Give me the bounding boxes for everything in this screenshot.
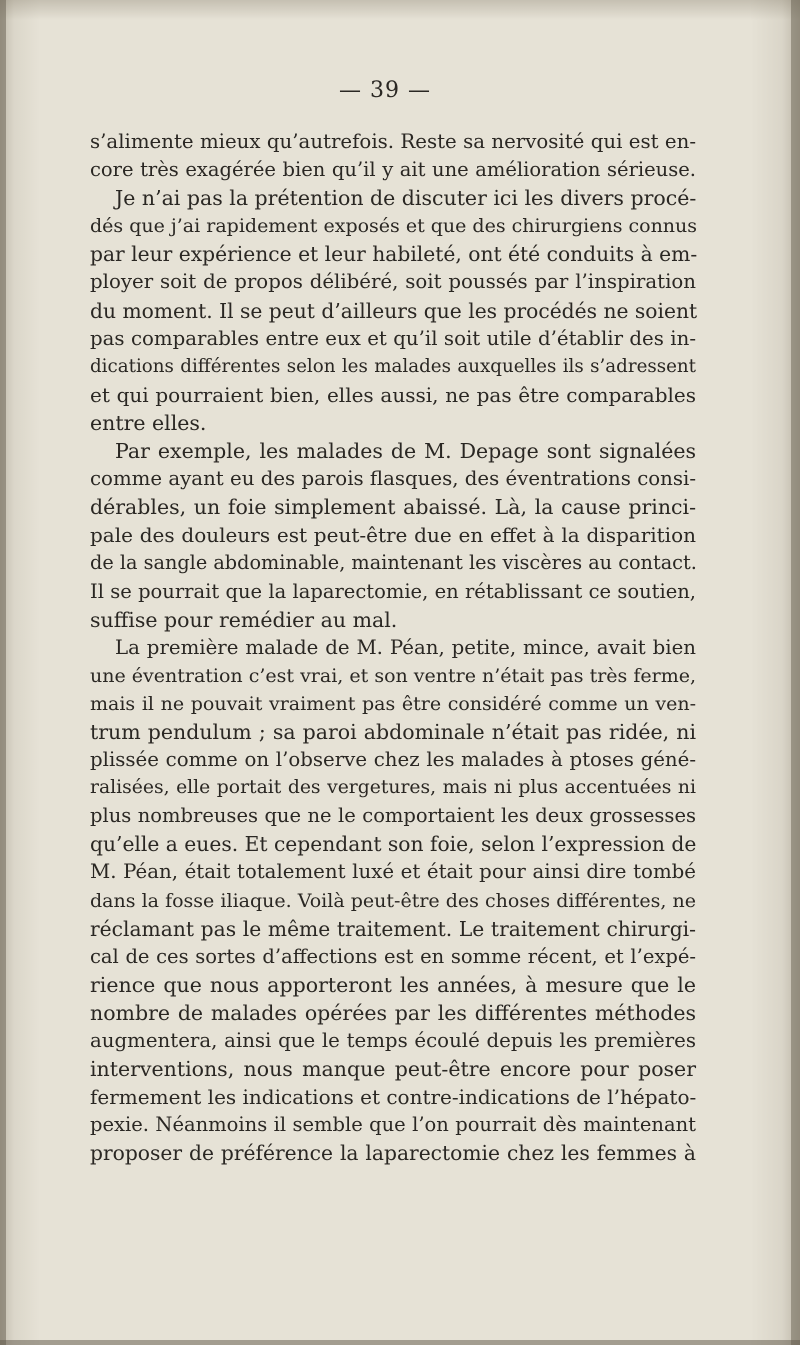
text-line: comme ayant eu des parois flasques, des éventrations consi- — [90, 467, 696, 491]
text-line: core très exagérée bien qu’il y ait une amélioration sérieuse. — [90, 158, 696, 182]
text-line: fermement les indications et contre-indications de l’hépato- — [90, 1085, 697, 1110]
text-line: entre elles. — [90, 410, 207, 435]
text-line: plus nombreuses que ne le comportaient les deux grossesses — [90, 804, 696, 828]
text-line: une éventration c’est vrai, et son ventre n’était pas très ferme, — [90, 664, 696, 687]
page-right-edge — [791, 0, 800, 1345]
text-line: pexie. Néanmoins il semble que l’on pourrait dès maintenant — [90, 1113, 696, 1137]
text-line: dérables, un foie simplement abaissé. Là, la cause princi- — [90, 495, 696, 520]
text-line: interventions, nous manque peut-être encore pour poser — [90, 1057, 696, 1082]
page-left-edge — [0, 0, 6, 1345]
text-line: Je n’ai pas la prétention de discuter ici les divers procé- — [115, 186, 697, 211]
text-line: M. Péan, était totalement luxé et était pour ainsi dire tombé — [90, 860, 696, 884]
text-line: réclamant pas le même traitement. Le traitement chirurgi- — [90, 916, 696, 941]
text-line: proposer de préférence la laparectomie chez les femmes à — [90, 1141, 696, 1166]
text-line: rience que nous apporteront les années, à mesure que le — [90, 972, 696, 997]
text-line: cal de ces sortes d’affections est en somme récent, et l’expé- — [90, 944, 696, 968]
text-line: La première malade de M. Péan, petite, mince, avait bien — [115, 635, 696, 659]
text-line: ployer soit de propos délibéré, soit poussés par l’inspiration — [90, 270, 696, 294]
text-line: ralisées, elle portait des vergetures, mais ni plus accentuées ni — [90, 777, 696, 799]
text-line: pas comparables entre eux et qu’il soit utile d’établir des in- — [90, 326, 696, 350]
page-bottom-edge — [0, 1340, 800, 1345]
text-line: s’alimente mieux qu’autrefois. Reste sa nervosité qui est en- — [90, 130, 696, 153]
text-line: augmentera, ainsi que le temps écoulé depuis les premières — [90, 1029, 696, 1052]
text-line: dans la fosse iliaque. Voilà peut-être des choses différentes, ne — [90, 889, 696, 912]
text-line: plissée comme on l’observe chez les malades à ptoses géné- — [90, 748, 696, 772]
page-number: — 39 — — [339, 78, 431, 103]
text-line: Il se pourrait que la laparectomie, en rétablissant ce soutien, — [90, 579, 696, 603]
text-line: dés que j’ai rapidement exposés et que des chirurgiens connus — [90, 215, 698, 238]
text-line: dications différentes selon les malades auxquelles ils s’adressent — [90, 355, 696, 377]
text-line: nombre de malades opérées par les différentes méthodes — [90, 1000, 696, 1025]
text-line: mais il ne pouvait vraiment pas être considéré comme un ven- — [90, 692, 696, 715]
text-line: suffise pour remédier au mal. — [90, 607, 398, 632]
text-line: de la sangle abdominable, maintenant les viscères au contact. — [90, 551, 697, 575]
text-line: et qui pourraient bien, elles aussi, ne pas être comparables — [90, 382, 696, 407]
text-line: pale des douleurs est peut-être due en effet à la disparition — [90, 523, 696, 548]
text-line: du moment. Il se peut d’ailleurs que les procédés ne soient — [90, 298, 698, 323]
body-text — [90, 128, 696, 1167]
text-line: par leur expérience et leur habileté, ont été conduits à em- — [90, 242, 698, 267]
text-line: qu’elle a eues. Et cependant son foie, selon l’expression de — [90, 832, 697, 857]
text-line: trum pendulum ; sa paroi abdominale n’était pas ridée, ni — [90, 719, 696, 744]
text-line: Par exemple, les malades de M. Depage sont signalées — [115, 439, 696, 464]
